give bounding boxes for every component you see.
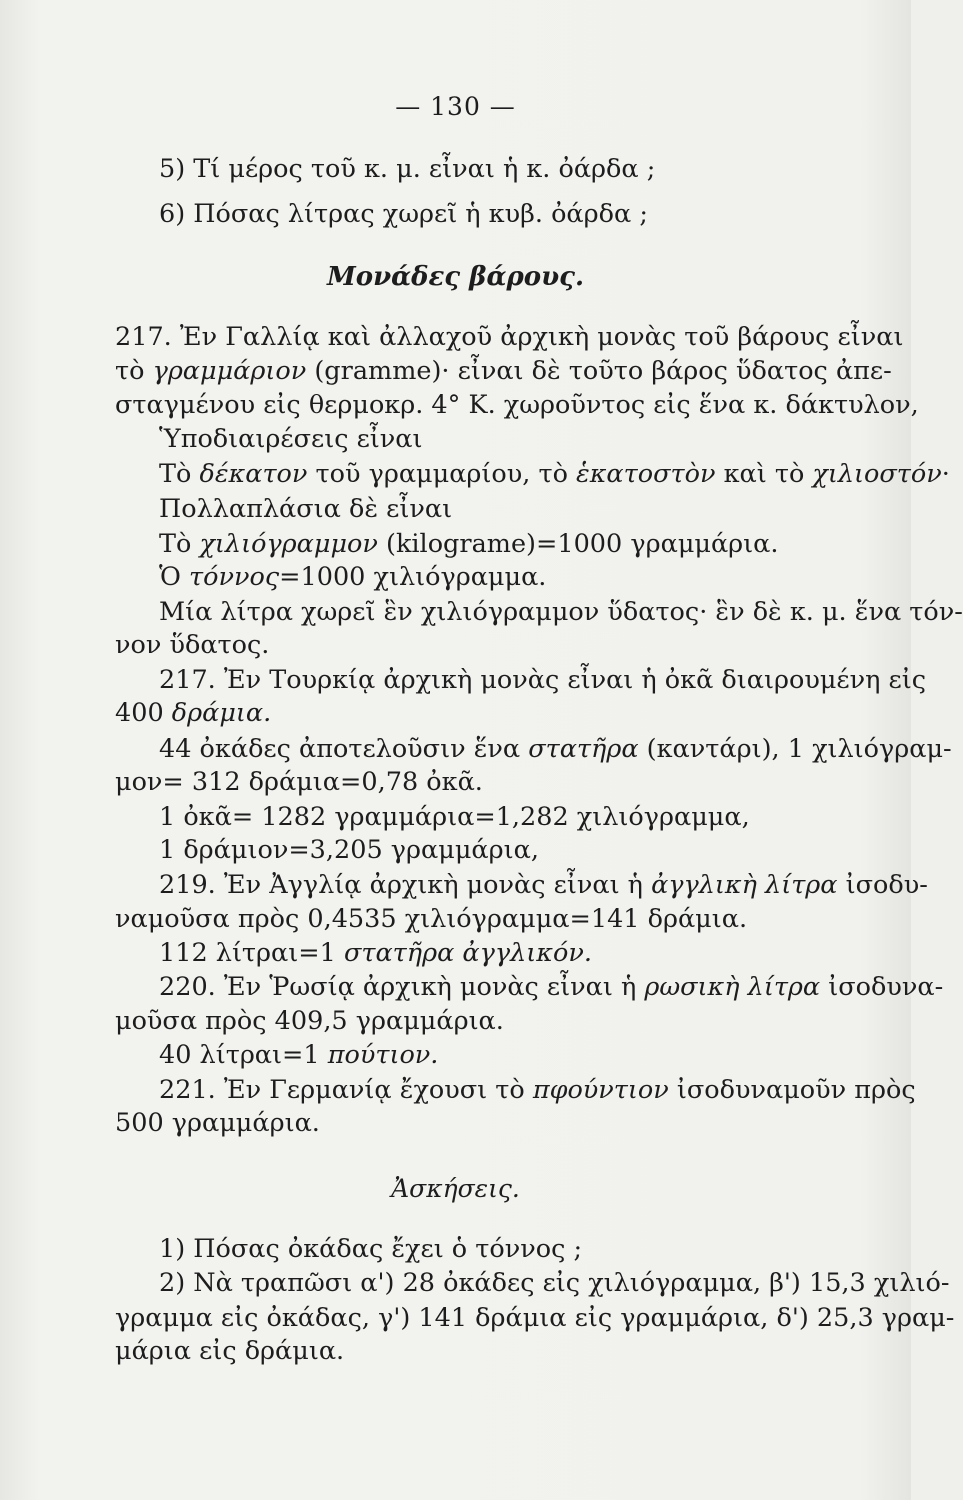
p220-line-2: μοῦσα πρὸς 409,5 γραμμάρια. (115, 1006, 504, 1036)
p217a-line-5 (159, 459, 950, 489)
text-span: 220. Ἐν Ῥωσίᾳ ἀρχικὴ μονὰς εἶναι ἡ (159, 972, 645, 1002)
p217a-line-9: Μία λίτρα χωρεῖ ἓν χιλιόγραμμον ὕδατος· ἓν δὲ κ. μ. ἕνα τόν- (159, 597, 963, 627)
italic-term: πούτιον. (327, 1040, 439, 1070)
p219-line-1 (159, 870, 928, 900)
p217a-line-7 (159, 529, 779, 559)
text-span: ἰσοδυνα- (820, 972, 944, 1002)
p220-line-3 (159, 1040, 438, 1070)
p217a-line-2 (115, 356, 892, 386)
text-span: ἰσοδυναμοῦν πρὸς (668, 1075, 916, 1105)
text-span: =1000 χιλιόγραμμα. (279, 562, 547, 592)
italic-term: χιλιοστόν (812, 459, 942, 489)
italic-term: χιλιόγραμμον (199, 529, 378, 559)
text-span: (gramme)· εἶναι δὲ τοῦτο βάρος ὕδατος ἀπε- (306, 356, 892, 386)
exercises-title: Ἀσκήσεις. (391, 1174, 520, 1203)
p217b-line-4: μον= 312 δράμια=0,78 ὀκᾶ. (115, 767, 483, 797)
italic-term: στατῆρα ἀγγλικόν. (343, 938, 592, 968)
text-span: τοῦ γραμμαρίου, τὸ (307, 459, 577, 489)
p217a-line-4: Ὑποδιαιρέσεις εἶναι (159, 424, 423, 454)
p217a-line-8 (159, 562, 546, 592)
p217a-line-6: Πολλαπλάσια δὲ εἶναι (159, 494, 453, 524)
italic-term: δράμια. (171, 698, 272, 728)
text-span: 400 (115, 698, 172, 728)
p221-line-2: 500 γραμμάρια. (115, 1108, 320, 1138)
italic-term: πφούντιον (532, 1075, 669, 1105)
section-title: Μονάδες βάρους. (326, 262, 585, 292)
text-span: Ὁ (159, 562, 190, 592)
text-span: 221. Ἐν Γερμανίᾳ ἔχουσι τὸ (159, 1075, 533, 1105)
italic-term: στατῆρα (528, 734, 639, 764)
italic-term: ἀγγλικὴ λίτρα (651, 870, 838, 900)
exercise-2-line-1: 2) Νὰ τραπῶσι α') 28 ὀκάδες εἰς χιλιόγραμμα, β') 15,3 χιλιό- (159, 1268, 950, 1298)
text-span: (καντάρι), 1 χιλιόγραμ- (638, 734, 952, 764)
p217b-line-5: 1 ὀκᾶ= 1282 γραμμάρια=1,282 χιλιόγραμμα, (159, 802, 750, 832)
text-span: 44 ὀκάδες ἀποτελοῦσιν ἕνα (159, 734, 529, 764)
text-span: (kilograme)=1000 γραμμάρια. (377, 529, 779, 559)
p217b-line-2 (115, 698, 271, 728)
text-span: καὶ τὸ (715, 459, 813, 489)
question-6: 6) Πόσας λίτρας χωρεῖ ἡ κυβ. ὀάρδα ; (159, 199, 648, 229)
text-span: Τὸ (159, 459, 200, 489)
italic-term: ρωσικὴ λίτρα (644, 972, 821, 1002)
text-span: · (941, 459, 950, 489)
p217a-line-10: νον ὕδατος. (115, 630, 270, 660)
page-number: — 130 — (395, 92, 516, 121)
italic-term: ἑκατοστὸν (576, 459, 716, 489)
question-5: 5) Τί μέρος τοῦ κ. μ. εἶναι ἡ κ. ὀάρδα ; (159, 154, 656, 184)
p217b-line-1: 217. Ἐν Τουρκίᾳ ἀρχικὴ μονὰς εἶναι ἡ ὀκᾶ διαιρουμένη εἰς (159, 665, 926, 695)
text-span: τὸ (115, 356, 153, 386)
italic-term: δέκατον (199, 459, 308, 489)
text-span: 219. Ἐν Ἀγγλίᾳ ἀρχικὴ μονὰς εἶναι ἡ (159, 870, 652, 900)
p219-line-2: ναμοῦσα πρὸς 0,4535 χιλιόγραμμα=141 δράμια. (115, 904, 748, 934)
exercise-2-line-3: μάρια εἰς δράμια. (115, 1336, 345, 1366)
italic-term: γραμμάριον (152, 356, 307, 386)
text-span: Τὸ (159, 529, 200, 559)
p221-line-1 (159, 1075, 916, 1105)
p217a-line-1: 217. Ἐν Γαλλίᾳ καὶ ἀλλαχοῦ ἀρχικὴ μονὰς τοῦ βάρους εἶναι (115, 322, 904, 352)
p219-line-3 (159, 938, 592, 968)
exercise-2-line-2: γραμμα εἰς ὀκάδας, γ') 141 δράμια εἰς γραμμάρια, δ') 25,3 γραμ- (115, 1303, 955, 1333)
p220-line-1 (159, 972, 943, 1002)
p217b-line-6: 1 δράμιον=3,205 γραμμάρια, (159, 835, 539, 865)
text-span: 112 λίτραι=1 (159, 938, 344, 968)
p217b-line-3 (159, 734, 952, 764)
text-span: ἰσοδυ- (837, 870, 928, 900)
p217a-line-3: σταγμένου εἰς θερμοκρ. 4° Κ. χωροῦντος εἰς ἕνα κ. δάκτυλον, (115, 390, 919, 420)
text-span: 40 λίτραι=1 (159, 1040, 328, 1070)
exercise-1: 1) Πόσας ὀκάδας ἔχει ὁ τόννος ; (159, 1234, 583, 1264)
italic-term: τόννος (189, 562, 280, 592)
